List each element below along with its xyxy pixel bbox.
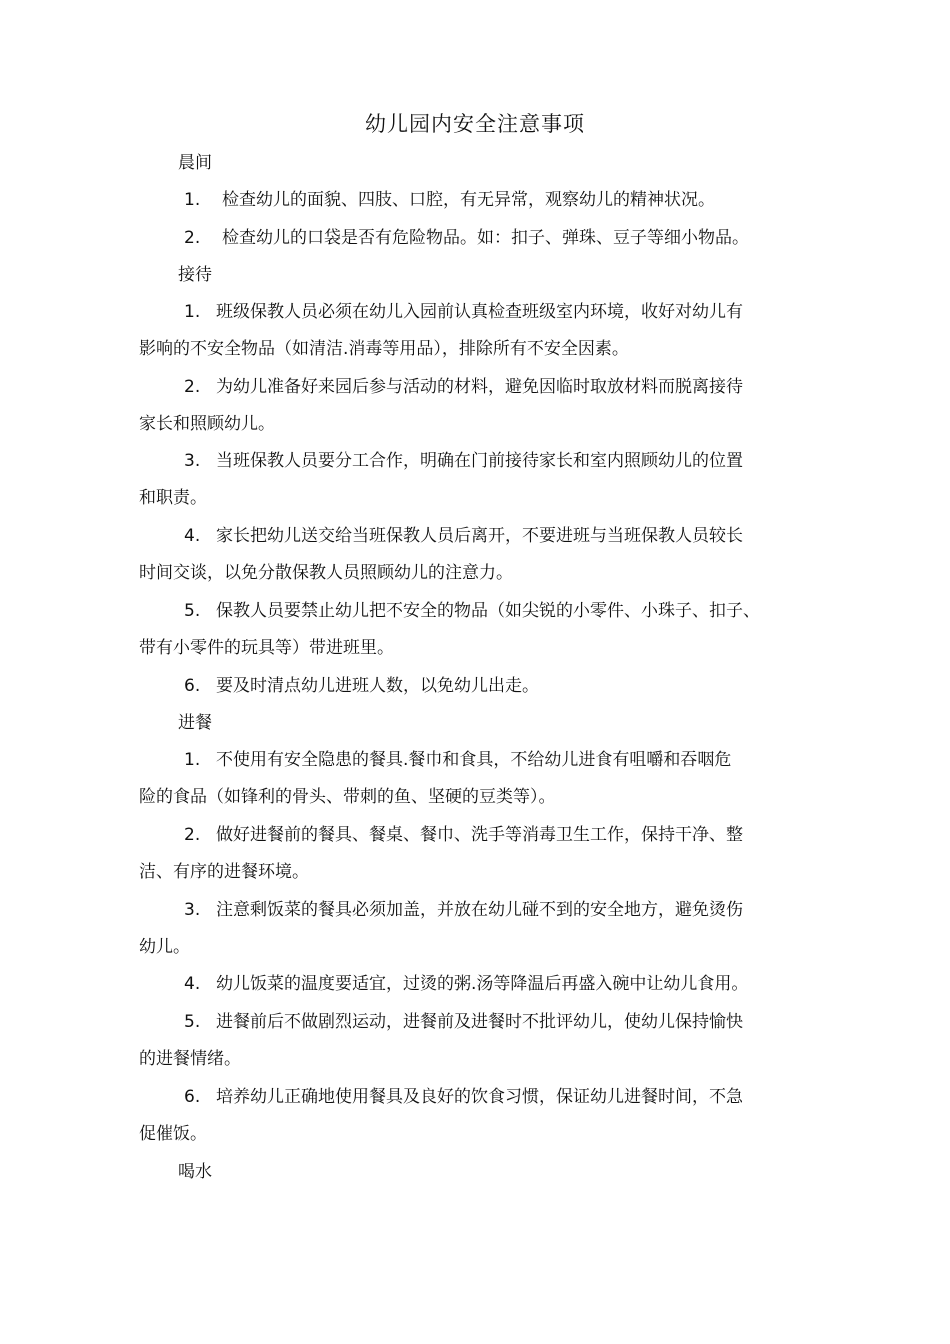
item-text: 幼儿饭菜的温度要适宜，过烫的粥.汤等降温后再盛入碗中让幼儿食用。 (216, 974, 749, 994)
list-item (139, 892, 829, 967)
list-item (139, 1079, 829, 1154)
item-text: 做好进餐前的餐具、餐桌、餐巾、洗手等消毒卫生工作，保持干净、整 (216, 825, 743, 845)
item-number: 1. (184, 750, 201, 770)
item-text: 为幼儿准备好来园后参与活动的材料，避免因临时取放材料而脱离接待 (216, 377, 743, 397)
list-item (139, 966, 829, 1003)
list-item (139, 742, 829, 817)
item-text-continued: 和职责。 (139, 488, 207, 509)
item-text: 检查幼儿的面貌、四肢、口腔，有无异常，观察幼儿的精神状况。 (222, 190, 715, 210)
item-number: 1. (184, 302, 201, 322)
item-text: 进餐前后不做剧烈运动，进餐前及进餐时不批评幼儿，使幼儿保持愉快 (216, 1012, 743, 1032)
item-text: 检查幼儿的口袋是否有危险物品。如：扣子、弹珠、豆子等细小物品。 (222, 228, 749, 248)
item-number: 5. (184, 601, 201, 621)
item-number: 6. (184, 1087, 201, 1107)
section-heading-meals: 进餐 (178, 713, 212, 733)
list-item (139, 518, 829, 593)
document-title: 幼儿园内安全注意事项 (365, 112, 585, 136)
list-item (139, 593, 829, 668)
item-text: 保教人员要禁止幼儿把不安全的物品（如尖锐的小零件、小珠子、扣子、 (216, 601, 760, 621)
item-text: 不使用有安全隐患的餐具.餐巾和食具，不给幼儿进食有咀嚼和吞咽危 (216, 750, 732, 770)
list-item (139, 182, 829, 219)
section-heading-reception: 接待 (178, 265, 212, 285)
item-text: 家长把幼儿送交给当班保教人员后离开，不要进班与当班保教人员较长 (216, 526, 743, 546)
item-text-continued: 险的食品（如锋利的骨头、带刺的鱼、坚硬的豆类等）。 (139, 787, 556, 808)
item-text-continued: 家长和照顾幼儿。 (139, 414, 275, 435)
item-number: 2. (184, 377, 201, 397)
item-text-continued: 带有小零件的玩具等）带进班里。 (139, 638, 394, 659)
item-text-continued: 幼儿。 (139, 937, 190, 958)
item-text: 班级保教人员必须在幼儿入园前认真检查班级室内环境，收好对幼儿有 (216, 302, 743, 322)
item-text-continued: 时间交谈，以免分散保教人员照顾幼儿的注意力。 (139, 563, 513, 584)
list-item (139, 220, 829, 257)
item-number: 1. (184, 190, 201, 210)
list-item (139, 443, 829, 518)
item-text: 培养幼儿正确地使用餐具及良好的饮食习惯，保证幼儿进餐时间，不急 (216, 1087, 743, 1107)
item-text-continued: 影响的不安全物品（如清洁.消毒等用品），排除所有不安全因素。 (139, 339, 629, 360)
section-heading-morning: 晨间 (178, 153, 212, 173)
item-text-continued: 促催饭。 (139, 1124, 207, 1145)
item-number: 3. (184, 451, 201, 471)
list-item (139, 1004, 829, 1079)
list-item (139, 668, 829, 705)
list-item (139, 369, 829, 444)
item-number: 2. (184, 228, 201, 248)
item-number: 2. (184, 825, 201, 845)
item-text-continued: 洁、有序的进餐环境。 (139, 862, 309, 883)
list-item (139, 294, 829, 369)
item-number: 6. (184, 676, 201, 696)
item-number: 3. (184, 900, 201, 920)
item-text: 要及时清点幼儿进班人数，以免幼儿出走。 (216, 676, 539, 696)
list-item (139, 817, 829, 892)
item-text-continued: 的进餐情绪。 (139, 1049, 241, 1070)
section-heading-drinking: 喝水 (178, 1162, 212, 1182)
item-number: 5. (184, 1012, 201, 1032)
item-text: 注意剩饭菜的餐具必须加盖，并放在幼儿碰不到的安全地方，避免烫伤 (216, 900, 743, 920)
item-number: 4. (184, 526, 201, 546)
item-text: 当班保教人员要分工合作，明确在门前接待家长和室内照顾幼儿的位置 (216, 451, 743, 471)
item-number: 4. (184, 974, 201, 994)
